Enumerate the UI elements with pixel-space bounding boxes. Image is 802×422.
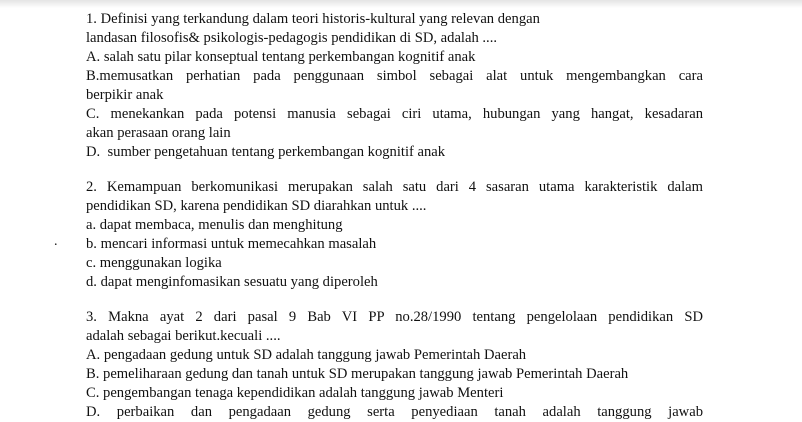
question-stem: 1. Definisi yang terkandung dalam teori historis-kultural yang relevan dengan xyxy=(86,11,540,27)
option-c: C. pengembangan tenaga kependidikan adalah tanggung jawab Menteri xyxy=(86,385,504,401)
option-c: C. menekankan pada potensi manusia sebagai ciri utama, hubungan yang hangat, kesadaran xyxy=(86,106,703,122)
option-d: D. sumber pengetahuan tentang perkembangan kognitif anak xyxy=(86,144,446,160)
option-a: A. pengadaan gedung untuk SD adalah tanggung jawab Pemerintah Daerah xyxy=(86,347,527,363)
option-d: d. dapat menginfomasikan sesuatu yang diperoleh xyxy=(86,274,378,290)
question-stem: pendidikan SD, karena pendidikan SD diarahkan untuk .... xyxy=(86,198,427,214)
option-c-cont: akan perasaan orang lain xyxy=(86,125,231,141)
question-stem: landasan filosofis& psikologis-pedagogis pendidikan di SD, adalah .... xyxy=(86,30,497,46)
question-stem: adalah sebagai berikut.kecuali .... xyxy=(86,328,281,344)
question-stem: 3. Makna ayat 2 dari pasal 9 Bab VI PP no.28/1990 tentang pengelolaan pendidikan SD xyxy=(86,309,703,325)
option-d: D. perbaikan dan pengadaan gedung serta penyediaan tanah adalah tanggung jawab xyxy=(86,404,703,420)
option-a: A. salah satu pilar konseptual tentang perkembangan kognitif anak xyxy=(86,49,476,65)
option-a: a. dapat membaca, menulis dan menghitung xyxy=(86,217,343,233)
option-b: B. pemeliharaan gedung dan tanah untuk SD merupakan tanggung jawab Pemerintah Daerah xyxy=(86,366,629,382)
option-b: B.memusatkan perhatian pada penggunaan simbol sebagai alat untuk mengembangkan cara xyxy=(86,68,703,84)
question-stem: 2. Kemampuan berkomunikasi merupakan salah satu dari 4 sasaran utama karakteristik dalam xyxy=(86,179,703,195)
page-top-shadow xyxy=(0,0,802,8)
option-b-cont: berpikir anak xyxy=(86,87,164,103)
margin-mark: . xyxy=(54,234,58,249)
option-b: b. mencari informasi untuk memecahkan masalah xyxy=(86,236,377,252)
option-c: c. menggunakan logika xyxy=(86,255,222,271)
